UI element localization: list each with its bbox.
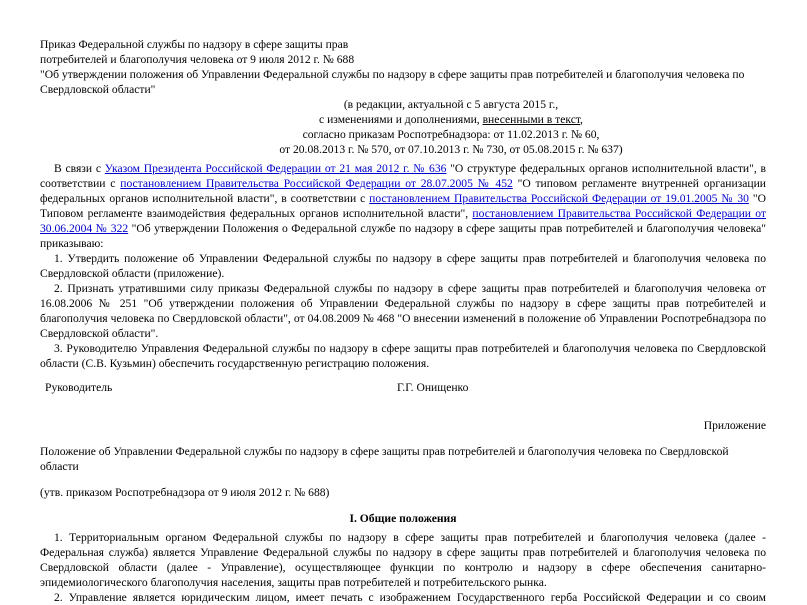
document bbox=[40, 37, 766, 605]
document-title: "Об утверждении положения об Управлении Федеральной службы по надзору в сфере защиты прав потребителей и благополучия человека по Свердловской области" bbox=[40, 68, 745, 96]
order-item-1: 1. Утвердить положение об Управлении Федеральной службы по надзору в сфере защиты прав потребителей и благополучия человека по Свердловской области (приложение). bbox=[40, 252, 766, 280]
preamble-text: "О типовом регламенте внутренней организации федеральных органов исполнительной власти", в соответствии с bbox=[40, 177, 767, 205]
signature-role: Руководитель bbox=[45, 381, 113, 394]
signature-name: Г.Г. Онищенко bbox=[397, 381, 469, 394]
amendments-link[interactable]: внесенными в текст bbox=[482, 113, 581, 126]
signature-block bbox=[40, 380, 766, 395]
appendix-label: Приложение bbox=[703, 419, 766, 432]
edition-line-2 bbox=[136, 112, 766, 127]
header-line-2: потребителей и благополучия человека от 9 июля 2012 г. № 688 bbox=[40, 53, 355, 66]
resolution-30-link[interactable]: постановлением Правительства Российской Федерации от 19.01.2005 № 30 bbox=[369, 192, 749, 205]
order-item-2: 2. Признать утратившими силу приказы Федеральной службы по надзору в сфере защиты прав потребителей и благополучия человека от 16.08.2006 № 251 "Об утверждении положения об Управлении Федеральной службы по надзору в сфере защиты прав потребителей и благополучия человека по Свердловской области", от 04.08.2009 № 468 "О внесении изменений в положение об Управлении Роспотребнадзора по Свердловской области". bbox=[40, 282, 766, 340]
resolution-322-link[interactable]: постановлением Правительства Российской Федерации от 30.06.2004 № 322 bbox=[40, 207, 766, 235]
order-item-3: 3. Руководителю Управления Федеральной службы по надзору в сфере защиты прав потребителей и благополучия человека по Свердловской области (С.В. Кузьмин) обеспечить государственную регистрацию положения. bbox=[40, 342, 766, 370]
preamble bbox=[40, 161, 766, 251]
header-line-1: Приказ Федеральной службы по надзору в сфере защиты прав bbox=[40, 38, 349, 51]
edition-text: с изменениями и дополнениями, bbox=[319, 113, 483, 126]
appendix-approval: (утв. приказом Роспотребнадзора от 9 июля 2012 г. № 688) bbox=[40, 486, 330, 499]
edition-text: , bbox=[580, 113, 583, 126]
preamble-text: "Об утверждении Положения о Федеральной службе по надзору в сфере защиты прав потребителей и благополучия человека" приказываю: bbox=[40, 222, 766, 250]
edition-line-4: от 20.08.2013 г. № 570, от 07.10.2013 г. № 730, от 05.08.2015 г. № 637) bbox=[279, 143, 623, 156]
decree-636-link[interactable]: Указом Президента Российской Федерации от 21 мая 2012 г. № 636 bbox=[104, 162, 447, 175]
edition-line-3: согласно приказам Роспотребнадзора: от 11.02.2013 г. № 60, bbox=[302, 128, 600, 141]
section-paragraph-2: 2. Управление является юридическим лицом, имеет печать с изображением Государственного герба Российской Федерации и со своим bbox=[54, 591, 766, 604]
preamble-text: "О структуре федеральных органов исполнительной власти", в соответствии с bbox=[40, 162, 766, 190]
preamble-text: В связи с bbox=[54, 162, 105, 175]
preamble-text: "О Типовом регламенте взаимодействия федеральных органов исполнительной власти", bbox=[40, 192, 766, 220]
section-heading: I. Общие положения bbox=[349, 512, 457, 525]
section-paragraph-1: 1. Территориальным органом Федеральной службы по надзору в сфере защиты прав потребителей и благополучия человека (далее - Федеральная служба) является Управление Федеральной службы по надзору в сфере защиты прав потребителей и благополучия человека по Свердловской области (далее - Управление), осуществляющее функции по контролю и надзору в сфере обеспечения санитарно-эпидемиологического благополучия населения, защиты прав потребителей и потребительского рынка. bbox=[40, 531, 766, 589]
appendix-title: Положение об Управлении Федеральной службы по надзору в сфере защиты прав потребителей и благополучия человека по Свердловской области bbox=[40, 445, 729, 473]
edition-line-1: (в редакции, актуальной с 5 августа 2015 г., bbox=[343, 98, 559, 111]
resolution-452-link[interactable]: постановлением Правительства Российской Федерации от 28.07.2005 № 452 bbox=[120, 177, 513, 190]
edition-note bbox=[40, 97, 766, 157]
